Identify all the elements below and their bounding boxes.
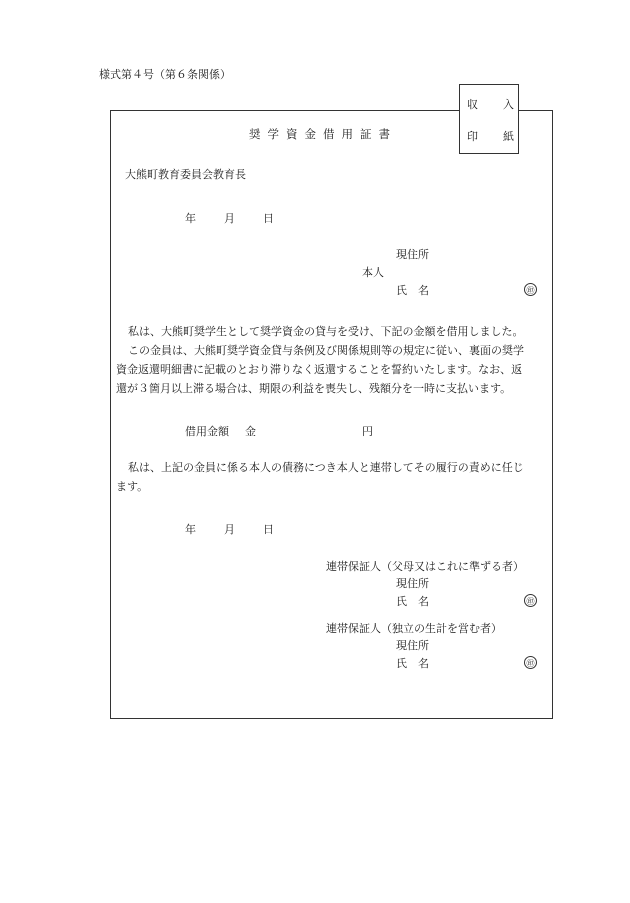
- guarantor-2-seal-icon: ㊞: [524, 656, 537, 669]
- revenue-stamp-box: [459, 84, 519, 154]
- guarantor-1-heading: 連帯保証人（父母又はこれに準ずる者）: [326, 560, 524, 573]
- body-line-2: この金員は、大熊町奨学資金貸与条例及び関係規則等の規定に従い、裏面の奨学: [128, 344, 524, 357]
- day-label: 日: [263, 523, 274, 536]
- guarantor-1-address-label: 現住所: [396, 577, 429, 590]
- guarantor-2-name-label: 氏 名: [396, 657, 429, 670]
- month-label: 月: [224, 523, 235, 536]
- document-title: 奨学資金借用証書: [249, 127, 397, 141]
- form-number-label: 様式第４号（第６条関係）: [99, 68, 231, 81]
- principal-role-label: 本人: [362, 266, 384, 279]
- loan-amount-prefix: 金: [245, 425, 256, 438]
- stamp-char-2: 入: [503, 98, 514, 111]
- year-label: 年: [185, 212, 196, 225]
- guarantee-line-1: 私は、上記の金員に係る本人の債務につき本人と連帯してその履行の責めに任じ: [128, 461, 524, 474]
- guarantee-line-2: ます。: [116, 480, 149, 493]
- day-label: 日: [263, 212, 274, 225]
- guarantor-1-name-label: 氏 名: [396, 595, 429, 608]
- stamp-char-1: 収: [467, 98, 478, 111]
- loan-amount-unit: 円: [362, 425, 373, 438]
- body-line-1: 私は、大熊町奨学生として奨学資金の貸与を受け、下記の金額を借用しました。: [128, 325, 524, 338]
- stamp-char-3: 印: [467, 130, 478, 143]
- principal-seal-icon: ㊞: [524, 283, 537, 296]
- principal-name-label: 氏 名: [396, 284, 429, 297]
- month-label: 月: [224, 212, 235, 225]
- body-line-4: 還が３箇月以上滞る場合は、期限の利益を喪失し、残額分を一時に支払います。: [116, 382, 512, 395]
- guarantor-1-seal-icon: ㊞: [524, 594, 537, 607]
- date-line-2: [185, 521, 274, 537]
- guarantor-2-address-label: 現住所: [396, 639, 429, 652]
- year-label: 年: [185, 523, 196, 536]
- date-line-1: [185, 210, 274, 226]
- addressee: 大熊町教育委員会教育長: [125, 168, 246, 181]
- loan-amount-label: 借用金額: [185, 425, 229, 438]
- body-line-3: 資金返還明細書に記載のとおり滞りなく返還することを誓約いたします。なお、返: [116, 363, 523, 376]
- stamp-char-4: 紙: [503, 130, 514, 143]
- principal-address-label: 現住所: [396, 248, 429, 261]
- guarantor-2-heading: 連帯保証人（独立の生計を営む者）: [326, 622, 502, 635]
